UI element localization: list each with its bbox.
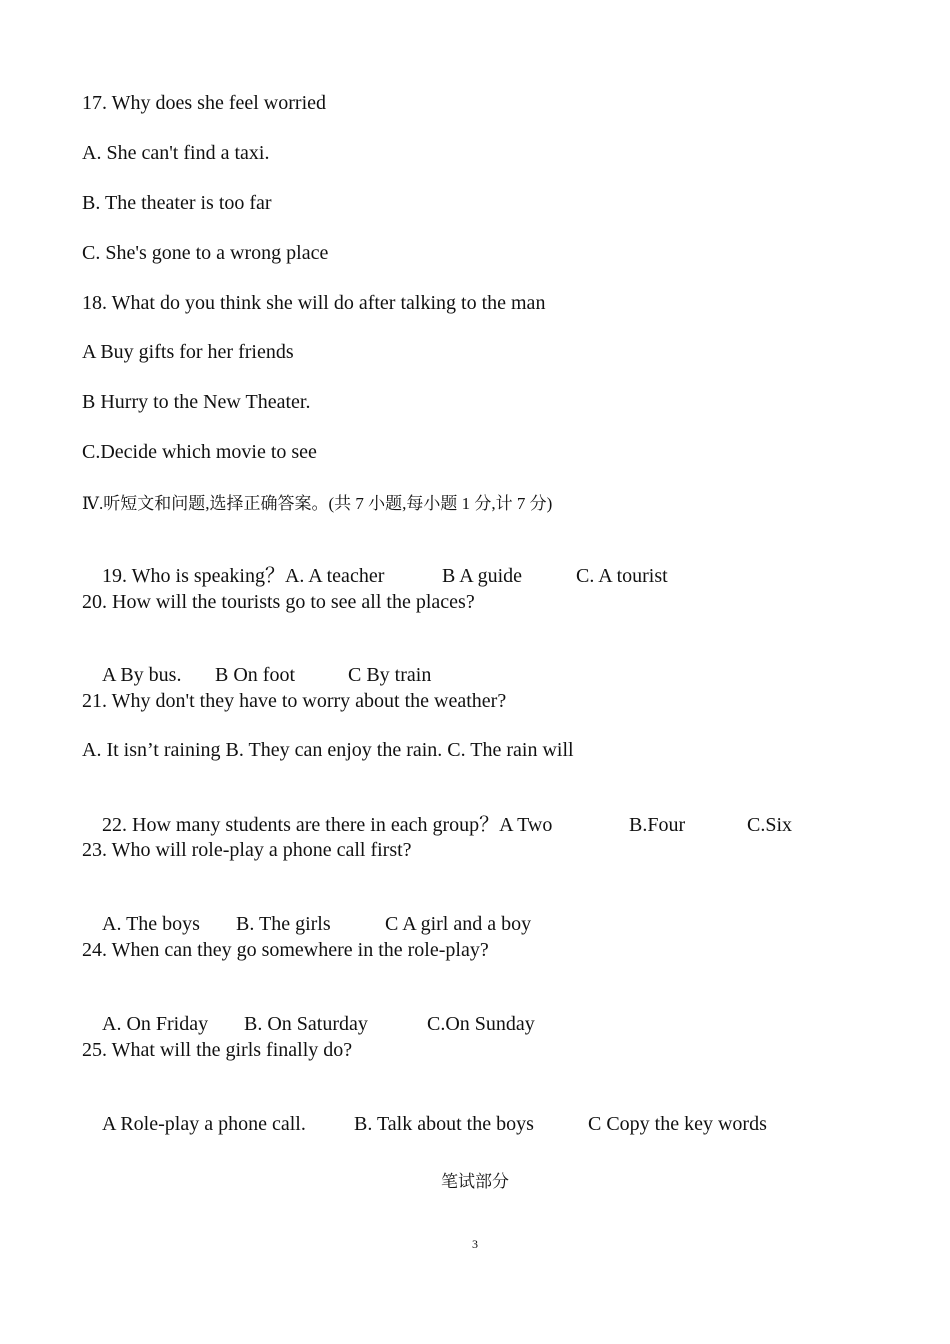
q18-option-a: A Buy gifts for her friends	[82, 341, 294, 363]
q17-option-b: B. The theater is too far	[82, 192, 272, 214]
q20-option-a: A By bus.	[102, 664, 182, 686]
q25-question: 25. What will the girls finally do?	[82, 1039, 353, 1061]
q19-option-b: B A guide	[442, 565, 523, 587]
q25-option-c: C Copy the key words	[588, 1113, 767, 1135]
q21-options: A. It isn’t raining B. They can enjoy the rain. C. The rain will	[82, 739, 574, 761]
q20-option-c: C By train	[348, 664, 432, 686]
q17-option-a: A. She can't find a taxi.	[82, 142, 270, 164]
q20-question: 20. How will the tourists go to see all the places?	[82, 591, 475, 613]
written-section-title: 笔试部分	[441, 1172, 509, 1191]
q19-option-c: C. A tourist	[576, 565, 668, 587]
q24-option-a: A. On Friday	[102, 1013, 209, 1035]
q25-option-a: A Role-play a phone call.	[102, 1113, 306, 1135]
q23-option-a: A. The boys	[102, 913, 200, 935]
q23-option-b: B. The girls	[236, 913, 331, 935]
q25-options	[82, 1088, 767, 1160]
q18-option-b: B Hurry to the New Theater.	[82, 391, 311, 413]
q22-option-c: C.Six	[747, 814, 793, 836]
q24-option-c: C.On Sunday	[427, 1013, 535, 1035]
section-iv-heading: Ⅳ.听短文和问题,选择正确答案。(共 7 小题,每小题 1 分,计 7 分)	[82, 494, 553, 513]
q18-question: 18. What do you think she will do after talking to the man	[82, 292, 546, 314]
q24-question: 24. When can they go somewhere in the role-play?	[82, 939, 489, 961]
q20-option-b: B On foot	[215, 664, 295, 686]
q23-option-c: C A girl and a boy	[385, 913, 532, 935]
q19-question: 19. Who is speaking？A. A teacher	[102, 565, 385, 587]
q25-option-b: B. Talk about the boys	[354, 1113, 534, 1135]
q23-question: 23. Who will role-play a phone call first?	[82, 839, 412, 861]
q22-option-b: B.Four	[629, 814, 686, 836]
q24-option-b: B. On Saturday	[244, 1013, 368, 1035]
page-number: 3	[472, 1237, 478, 1251]
q18-option-c: C.Decide which movie to see	[82, 441, 317, 463]
q22-question: 22. How many students are there in each group？A Two	[102, 814, 553, 836]
q21-question: 21. Why don't they have to worry about the weather?	[82, 690, 507, 712]
q17-question: 17. Why does she feel worried	[82, 92, 327, 114]
q17-option-c: C. She's gone to a wrong place	[82, 242, 329, 264]
